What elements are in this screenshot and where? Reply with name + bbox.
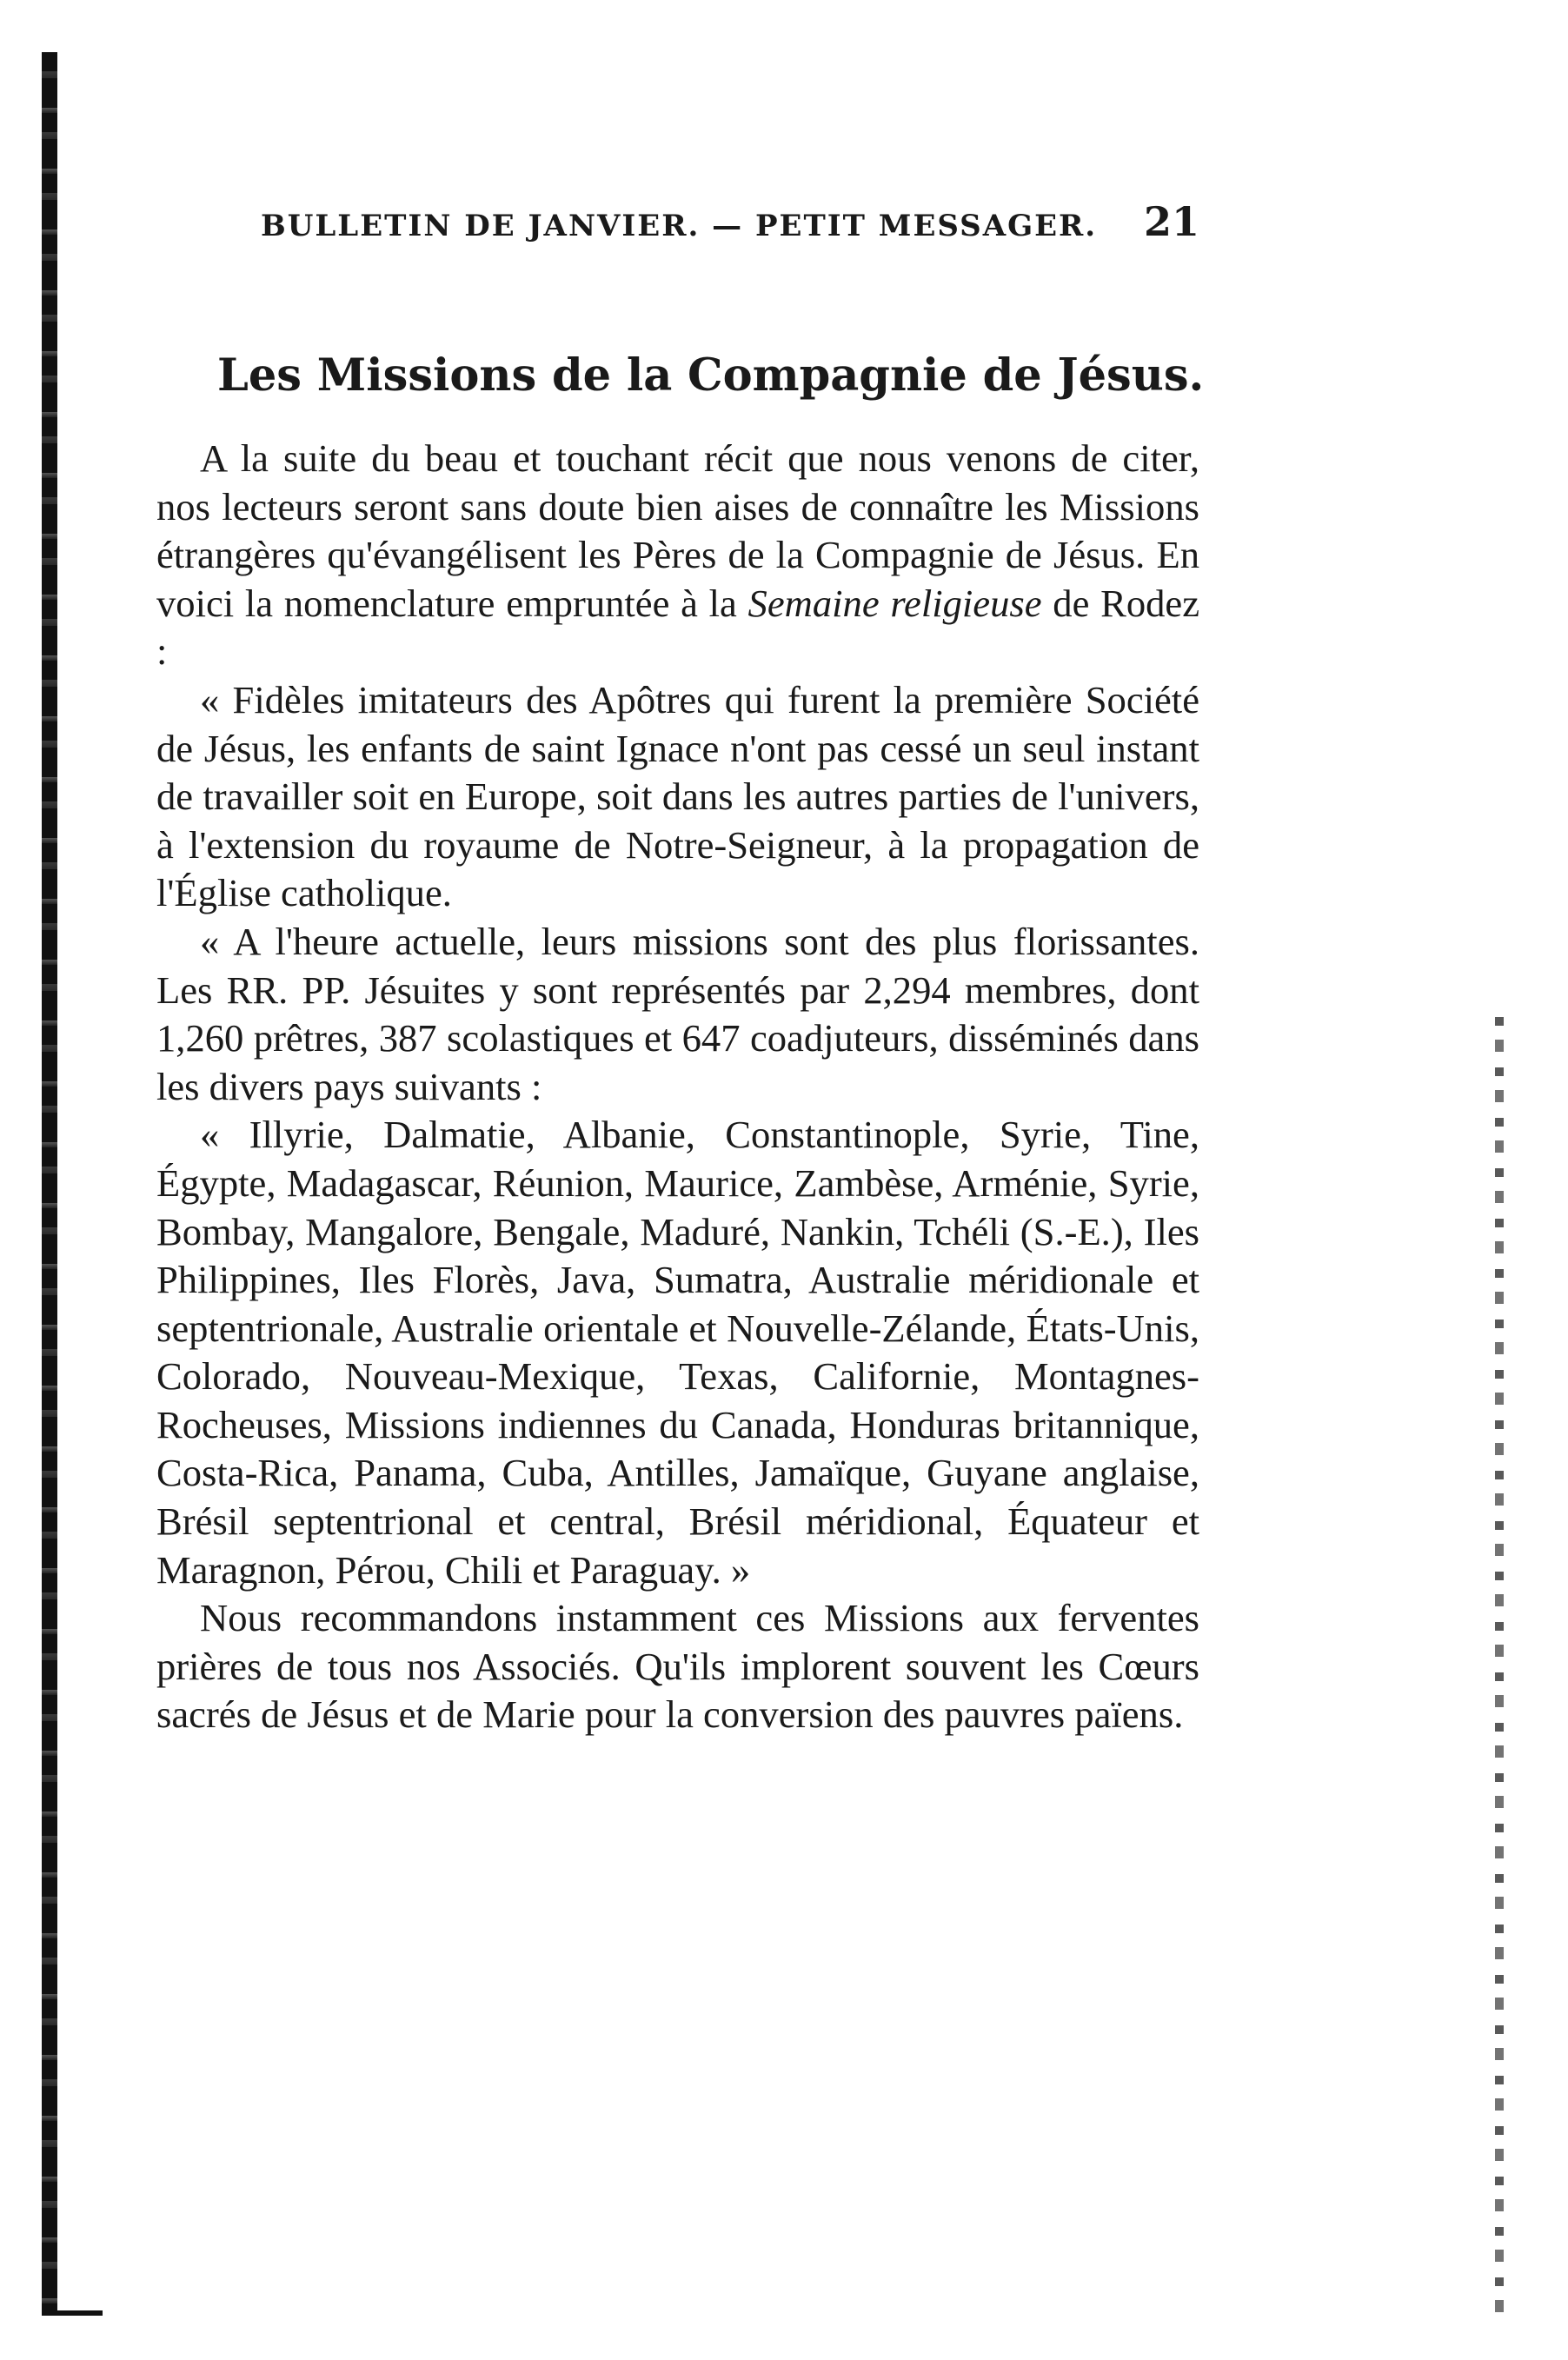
left-binding-edge-foot xyxy=(42,2310,103,2316)
paragraph-closing: Nous recommandons instamment ces Missions aux ferventes prières de tous nos Associés. Qu'ils implorent souvent les Cœurs sacrés de Jésus et de Marie pour la conversion des pauvres païens. xyxy=(156,1596,1199,1737)
article-body xyxy=(156,435,1199,1739)
running-head-text: BULLETIN DE JANVIER. — PETIT MESSAGER. xyxy=(261,209,1098,243)
paragraph-intro-text: A la suite du beau et touchant récit que nous venons de citer, nos lecteurs seront sans doute bien aises de connaître les Missions étrangères qu'évangélisent les Pères de la Compagnie de Jésus. En voici la nomenclature empruntée à la xyxy=(156,436,1199,625)
paragraph-intro-end: de Rodez : xyxy=(156,581,1200,674)
paragraph-country-list: « Illyrie, Dalmatie, Albanie, Constantinople, Syrie, Tine, Égypte, Madagascar, Réunion, Maurice, Zambèse, Arménie, Syrie, Bombay, Mangalore, Bengale, Maduré, Nankin, Tchéli (S.-E.), Iles Philippines, Iles Florès, Java, Sumatra, Australie méridionale et septentrionale, Australie orientale et Nouvelle-Zélande, États-Unis, Colorado, Nouveau-Mexique, Texas, Californie, Montagnes-Rocheuses, Missions indiennes du Canada, Honduras britannique, Costa-Rica, Panama, Cuba, Antilles, Jamaïque, Guyane anglaise, Brésil septentrional et central, Brésil méridional, Équateur et Maragnon, Pérou, Chili et Paraguay. » xyxy=(156,1113,1199,1592)
right-scan-edge xyxy=(1495,1017,1504,2321)
section-title: Les Missions de la Compagnie de Jésus. xyxy=(217,349,1205,402)
publication-title: Semaine religieuse xyxy=(747,581,1042,625)
running-head xyxy=(261,198,1199,250)
paragraph-intro xyxy=(156,435,1199,676)
left-binding-edge xyxy=(42,52,57,2312)
paragraph-quote-2: « A l'heure actuelle, leurs missions sont des plus florissantes. Les RR. PP. Jésuites y sont représentés par 2,294 membres, dont 1,260 prêtres, 387 scolastiques et 647 coadjuteurs, disséminés dans les divers pays suivants : xyxy=(156,919,1199,1108)
page-number: 21 xyxy=(1143,198,1199,245)
paragraph-quote-1: « Fidèles imitateurs des Apôtres qui furent la première Société de Jésus, les enfants de saint Ignace n'ont pas cessé un seul instant de travailler soit en Europe, soit dans les autres parties de l'univers, à l'extension du royaume de Notre-Seigneur, à la propagation de l'Église catholique. xyxy=(156,677,1199,915)
